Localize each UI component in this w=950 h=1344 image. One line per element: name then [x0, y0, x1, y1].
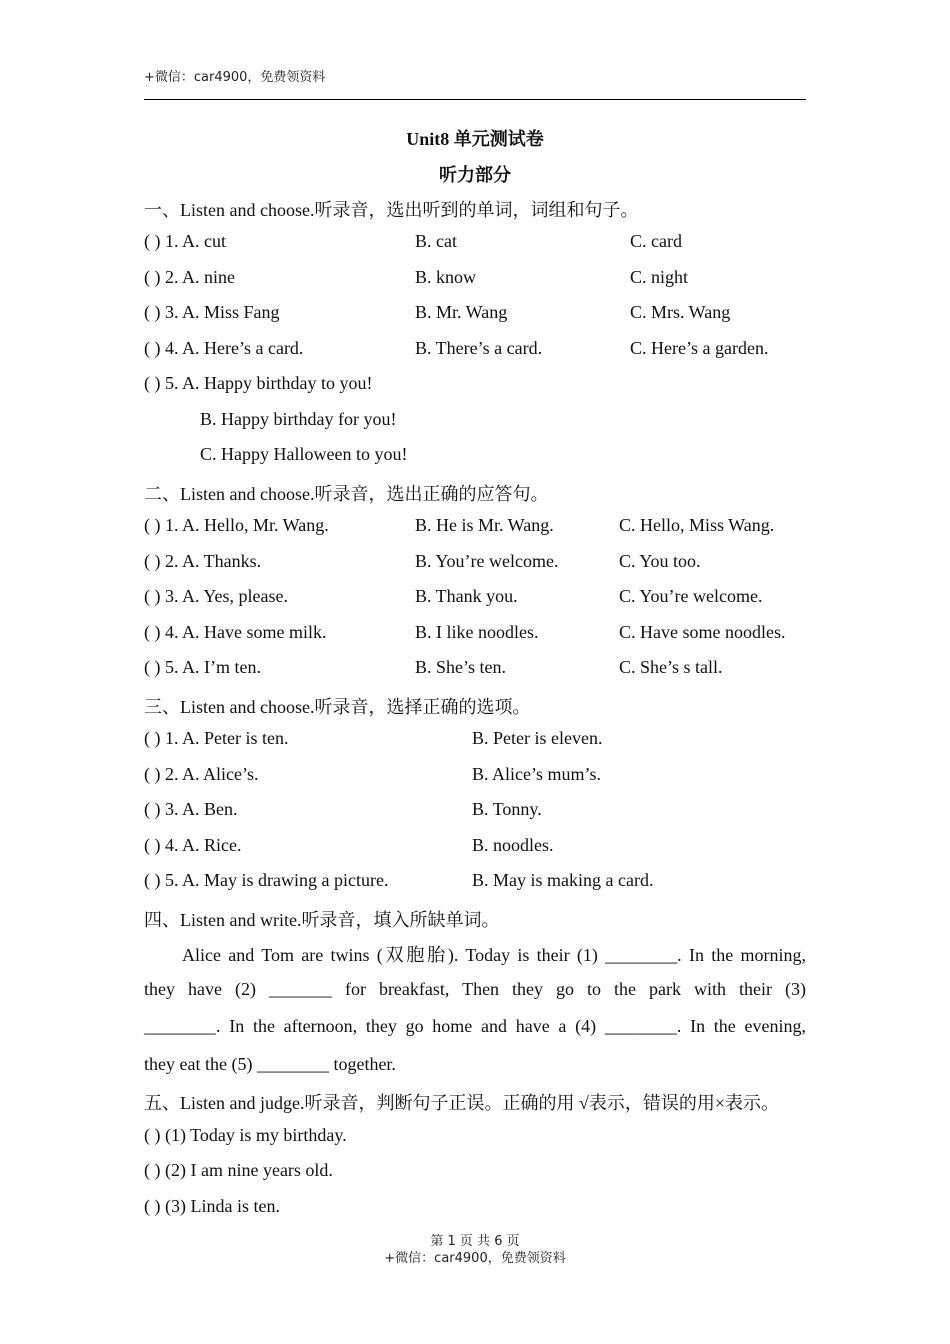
s5-statement-1: ( ) (1) Today is my birthday.: [144, 1125, 347, 1145]
s1-q4-option-c: C. Here’s a garden.: [630, 338, 769, 358]
s3-q1-option-a: ( ) 1. A. Peter is ten.: [144, 728, 289, 748]
s4-paragraph-line-4: they eat the (5) ________ together.: [144, 1054, 396, 1074]
header-watermark: +微信：car4900，免费领资料: [144, 70, 326, 85]
s1-q3-option-c: C. Mrs. Wang: [630, 302, 731, 322]
s1-q5-option-a: ( ) 5. A. Happy birthday to you!: [144, 373, 373, 393]
page-number: 第 1 页 共 6 页: [430, 1234, 520, 1249]
section-1-heading: 一、Listen and choose.听录音，选出听到的单词，词组和句子。: [144, 200, 639, 220]
s4-paragraph-line-3: ________. In the afternoon, they go home and have a (4) ________. In the evening,: [144, 1016, 806, 1036]
s3-q5-option-a: ( ) 5. A. May is drawing a picture.: [144, 870, 389, 890]
section-4-heading: 四、Listen and write.听录音，填入所缺单词。: [144, 910, 500, 930]
s2-q4-option-b: B. I like noodles.: [415, 622, 539, 642]
s4-paragraph-line-2: they have (2) _______ for breakfast, Then they go to the park with their (3): [144, 979, 806, 999]
s1-q1-option-c: C. card: [630, 231, 682, 251]
s3-q4-option-b: B. noodles.: [472, 835, 554, 855]
s3-q2-option-a: ( ) 2. A. Alice’s.: [144, 764, 259, 784]
s2-q1-option-c: C. Hello, Miss Wang.: [619, 515, 775, 535]
s2-q3-option-c: C. You’re welcome.: [619, 586, 763, 606]
footer-watermark: +微信：car4900，免费领资料: [384, 1251, 566, 1266]
s1-q4-option-a: ( ) 4. A. Here’s a card.: [144, 338, 304, 358]
s2-q2-option-b: B. You’re welcome.: [415, 551, 559, 571]
s2-q2-option-c: C. You too.: [619, 551, 701, 571]
s2-q4-option-a: ( ) 4. A. Have some milk.: [144, 622, 327, 642]
s1-q1-option-b: B. cat: [415, 231, 457, 251]
s2-q1-option-b: B. He is Mr. Wang.: [415, 515, 554, 535]
s3-q1-option-b: B. Peter is eleven.: [472, 728, 603, 748]
s5-statement-2: ( ) (2) I am nine years old.: [144, 1160, 333, 1180]
s2-q5-option-a: ( ) 5. A. I’m ten.: [144, 657, 261, 677]
s2-q5-option-c: C. She’s s tall.: [619, 657, 723, 677]
s1-q4-option-b: B. There’s a card.: [415, 338, 543, 358]
s2-q1-option-a: ( ) 1. A. Hello, Mr. Wang.: [144, 515, 329, 535]
section-5-heading: 五、Listen and judge.听录音，判断句子正误。正确的用 √表示，错误的用×表示。: [144, 1093, 779, 1113]
s3-q4-option-a: ( ) 4. A. Rice.: [144, 835, 242, 855]
section-3-heading: 三、Listen and choose.听录音，选择正确的选项。: [144, 697, 531, 717]
s4-paragraph-line-1: Alice and Tom are twins (双胞胎). Today is their (1) ________. In the morning,: [182, 945, 806, 965]
s1-q5-option-c: C. Happy Halloween to you!: [200, 444, 408, 464]
s2-q2-option-a: ( ) 2. A. Thanks.: [144, 551, 262, 571]
s3-q3-option-b: B. Tonny.: [472, 799, 542, 819]
s3-q5-option-b: B. May is making a card.: [472, 870, 654, 890]
s1-q1-option-a: ( ) 1. A. cut: [144, 231, 226, 251]
s3-q2-option-b: B. Alice’s mum’s.: [472, 764, 602, 784]
s1-q2-option-c: C. night: [630, 267, 689, 287]
page-subtitle: 听力部分: [439, 165, 511, 185]
s1-q5-option-b: B. Happy birthday for you!: [200, 409, 397, 429]
page-title: Unit8 单元测试卷: [406, 129, 544, 149]
s2-q3-option-b: B. Thank you.: [415, 586, 518, 606]
header-divider: [144, 99, 806, 100]
s2-q3-option-a: ( ) 3. A. Yes, please.: [144, 586, 288, 606]
section-2-heading: 二、Listen and choose.听录音，选出正确的应答句。: [144, 484, 549, 504]
s5-statement-3: ( ) (3) Linda is ten.: [144, 1196, 280, 1216]
s1-q3-option-b: B. Mr. Wang: [415, 302, 508, 322]
s2-q5-option-b: B. She’s ten.: [415, 657, 507, 677]
s2-q4-option-c: C. Have some noodles.: [619, 622, 786, 642]
s1-q2-option-b: B. know: [415, 267, 477, 287]
s1-q3-option-a: ( ) 3. A. Miss Fang: [144, 302, 280, 322]
s1-q2-option-a: ( ) 2. A. nine: [144, 267, 235, 287]
s3-q3-option-a: ( ) 3. A. Ben.: [144, 799, 238, 819]
